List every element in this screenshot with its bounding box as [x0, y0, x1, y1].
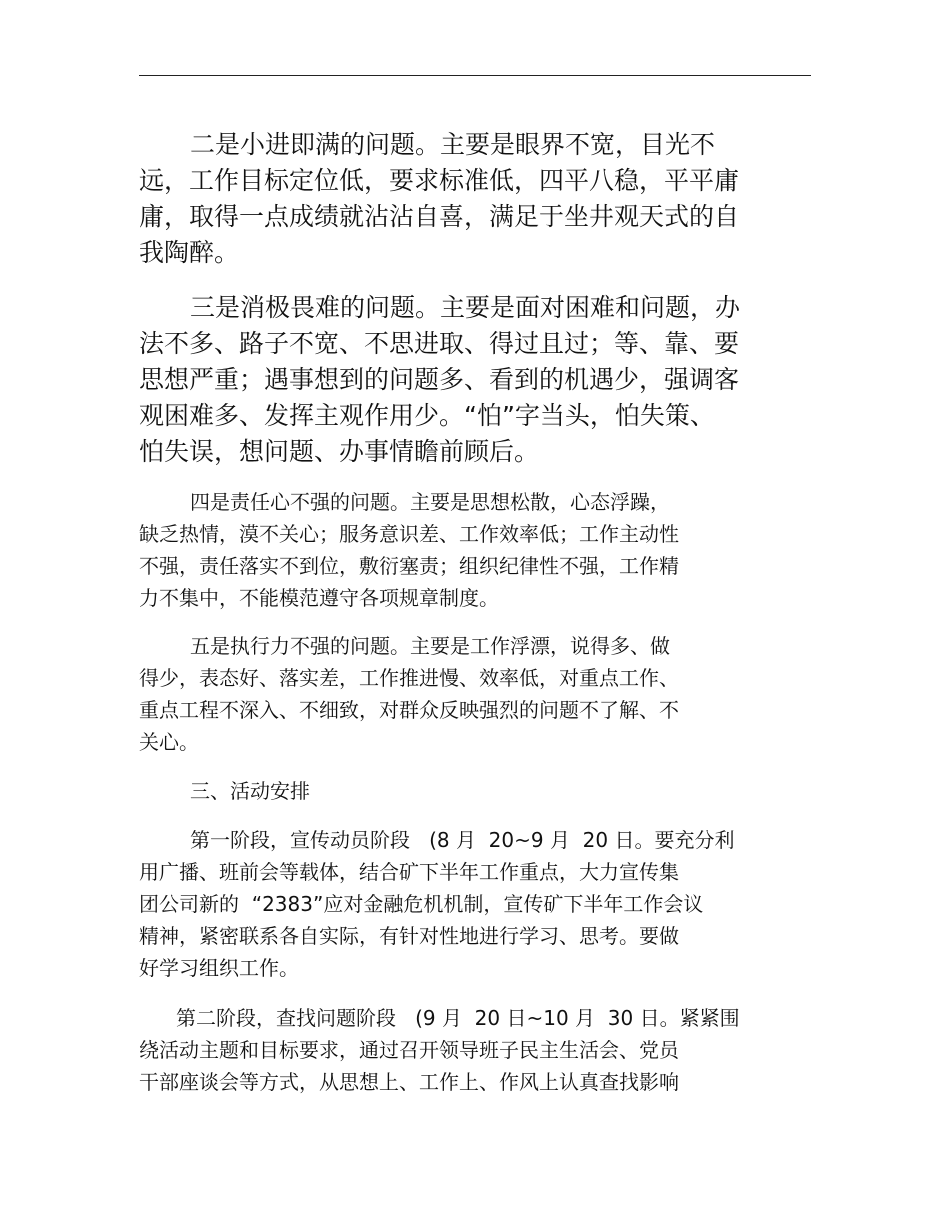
paragraph-line: 五是执行力不强的问题。主要是工作浮漂，说得多、做 [190, 634, 670, 658]
page-top-rule [139, 75, 811, 76]
paragraph-line: 远，工作目标定位低，要求标准低，四平八稳，平平庸 [139, 166, 740, 195]
paragraph-line: 观困难多、发挥主观作用少。“怕”字当头，怕失策、 [139, 401, 715, 430]
paragraph-line: 精神，紧密联系各自实际，有针对性地进行学习、思考。要做 [139, 924, 679, 948]
paragraph-line: 法不多、路子不宽、不思进取、得过且过；等、靠、要 [139, 329, 740, 358]
paragraph-line: 怕失误，想问题、办事情瞻前顾后。 [139, 437, 540, 466]
paragraph-line: 力不集中，不能模范遵守各项规章制度。 [139, 586, 499, 610]
paragraph-line: 缺乏热情，漠不关心；服务意识差、工作效率低；工作主动性 [139, 522, 679, 546]
paragraph-line: 干部座谈会等方式，从思想上、工作上、作风上认真查找影响 [139, 1070, 679, 1094]
paragraph-line: 关心。 [139, 730, 199, 754]
paragraph-line: 得少，表态好、落实差，工作推进慢、效率低，对重点工作、 [139, 666, 679, 690]
paragraph-line: 思想严重；遇事想到的问题多、看到的机遇少，强调客 [139, 365, 740, 394]
paragraph-line: 重点工程不深入、不细致，对群众反映强烈的问题不了解、不 [139, 698, 679, 722]
paragraph-line: 庸，取得一点成绩就沾沾自喜，满足于坐井观天式的自 [139, 202, 740, 231]
paragraph-line: 不强，责任落实不到位，敷衍塞责；组织纪律性不强，工作精 [139, 554, 679, 578]
paragraph-line: 第二阶段，查找问题阶段 (9 月 20 日~10 月 30 日。紧紧围 [176, 1006, 740, 1030]
paragraph-line: 团公司新的 “2383”应对金融危机机制，宣传矿下半年工作会议 [139, 892, 704, 916]
paragraph-line: 用广播、班前会等载体，结合矿下半年工作重点，大力宣传集 [139, 860, 679, 884]
section-heading: 三、活动安排 [190, 779, 310, 803]
paragraph-line: 四是责任心不强的问题。主要是思想松散，心态浮躁， [190, 490, 670, 514]
paragraph-line: 三是消极畏难的问题。主要是面对困难和问题，办 [190, 293, 741, 322]
paragraph-line: 我陶醉。 [139, 238, 240, 267]
paragraph-line: 第一阶段，宣传动员阶段 (8 月 20~9 月 20 日。要充分利 [190, 828, 735, 852]
paragraph-line: 二是小进即满的问题。主要是眼界不宽，目光不 [190, 130, 716, 159]
paragraph-line: 绕活动主题和目标要求，通过召开领导班子民主生活会、党员 [139, 1038, 679, 1062]
paragraph-line: 好学习组织工作。 [139, 956, 299, 980]
